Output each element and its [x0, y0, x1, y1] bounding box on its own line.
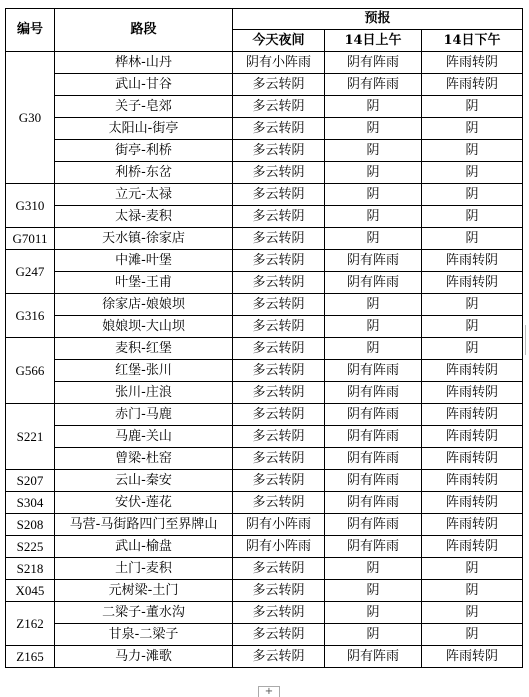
forecast-tonight-cell: 多云转阴: [233, 162, 325, 184]
forecast-14pm-cell: 阵雨转阴: [422, 74, 523, 96]
forecast-14am-cell: 阴: [325, 338, 422, 360]
forecast-tonight-cell: 多云转阴: [233, 382, 325, 404]
forecast-tonight-cell: 多云转阴: [233, 404, 325, 426]
road-section-cell: 马鹿-关山: [55, 426, 233, 448]
route-code-cell: Z162: [6, 602, 55, 646]
forecast-14am-cell: 阴: [325, 602, 422, 624]
route-code-cell: S207: [6, 470, 55, 492]
forecast-14pm-cell: 阵雨转阴: [422, 382, 523, 404]
forecast-14pm-cell: 阵雨转阴: [422, 514, 523, 536]
header-code: 编号: [6, 9, 55, 52]
road-section-cell: 元树梁-土门: [55, 580, 233, 602]
forecast-tonight-cell: 多云转阴: [233, 250, 325, 272]
forecast-tonight-cell: 多云转阴: [233, 272, 325, 294]
table-row: [6, 360, 523, 382]
road-section-cell: 甘泉-二梁子: [55, 624, 233, 646]
route-code-cell: S221: [6, 404, 55, 470]
road-section-cell: 立元-太禄: [55, 184, 233, 206]
forecast-14am-cell: 阴: [325, 184, 422, 206]
forecast-14pm-cell: 阴: [422, 294, 523, 316]
forecast-tonight-cell: 多云转阴: [233, 492, 325, 514]
forecast-tonight-cell: 多云转阴: [233, 624, 325, 646]
forecast-14am-cell: 阴有阵雨: [325, 536, 422, 558]
table-row: [6, 492, 523, 514]
road-section-cell: 太阳山-街亭: [55, 118, 233, 140]
route-code-cell: S208: [6, 514, 55, 536]
route-code-cell: Z165: [6, 646, 55, 668]
table-row: [6, 470, 523, 492]
forecast-tonight-cell: 多云转阴: [233, 118, 325, 140]
forecast-14am-cell: 阴有阵雨: [325, 448, 422, 470]
table-row: [6, 558, 523, 580]
forecast-tonight-cell: 多云转阴: [233, 140, 325, 162]
road-section-cell: 麦积-红堡: [55, 338, 233, 360]
forecast-14pm-cell: 阵雨转阴: [422, 448, 523, 470]
forecast-tonight-cell: 阴有小阵雨: [233, 514, 325, 536]
forecast-14am-cell: 阴有阵雨: [325, 360, 422, 382]
forecast-14pm-cell: 阴: [422, 206, 523, 228]
table-row: [6, 338, 523, 360]
header-period-14pm: 14日下午: [422, 30, 523, 52]
forecast-14am-cell: 阴有阵雨: [325, 272, 422, 294]
table-row: [6, 162, 523, 184]
table-row: [6, 514, 523, 536]
forecast-14am-cell: 阴: [325, 624, 422, 646]
road-section-cell: 徐家店-娘娘坝: [55, 294, 233, 316]
forecast-14am-cell: 阴有阵雨: [325, 426, 422, 448]
forecast-14am-cell: 阴: [325, 580, 422, 602]
road-section-cell: 天水镇-徐家店: [55, 228, 233, 250]
forecast-tonight-cell: 多云转阴: [233, 206, 325, 228]
forecast-tonight-cell: 阴有小阵雨: [233, 536, 325, 558]
table-row: [6, 118, 523, 140]
road-section-cell: 马力-滩歌: [55, 646, 233, 668]
forecast-14pm-cell: 阴: [422, 162, 523, 184]
route-code-cell: X045: [6, 580, 55, 602]
forecast-14am-cell: 阴有阵雨: [325, 492, 422, 514]
forecast-tonight-cell: 多云转阴: [233, 470, 325, 492]
header-period-14am: 14日上午: [325, 30, 422, 52]
table-row: [6, 404, 523, 426]
forecast-tonight-cell: 多云转阴: [233, 360, 325, 382]
road-section-cell: 中滩-叶堡: [55, 250, 233, 272]
forecast-14am-cell: 阴有阵雨: [325, 74, 422, 96]
forecast-tonight-cell: 多云转阴: [233, 602, 325, 624]
table-add-row-handle[interactable]: +: [258, 686, 280, 697]
forecast-14am-cell: 阴: [325, 558, 422, 580]
forecast-14am-cell: 阴: [325, 228, 422, 250]
table-row: [6, 96, 523, 118]
table-row: [6, 646, 523, 668]
forecast-tonight-cell: 多云转阴: [233, 294, 325, 316]
forecast-tonight-cell: 多云转阴: [233, 74, 325, 96]
table-row: [6, 206, 523, 228]
road-section-cell: 关子-皂郊: [55, 96, 233, 118]
forecast-14am-cell: 阴: [325, 162, 422, 184]
road-section-cell: 桦林-山丹: [55, 52, 233, 74]
forecast-14pm-cell: 阴: [422, 228, 523, 250]
road-section-cell: 曾梁-杜窑: [55, 448, 233, 470]
forecast-14pm-cell: 阴: [422, 338, 523, 360]
table-row: [6, 316, 523, 338]
forecast-14am-cell: 阴: [325, 118, 422, 140]
route-code-cell: G247: [6, 250, 55, 294]
forecast-14pm-cell: 阴: [422, 184, 523, 206]
road-section-cell: 武山-榆盘: [55, 536, 233, 558]
forecast-14am-cell: 阴: [325, 316, 422, 338]
forecast-14pm-cell: 阵雨转阴: [422, 492, 523, 514]
forecast-document: [5, 8, 523, 668]
header-forecast: 预报: [233, 9, 523, 30]
forecast-14pm-cell: 阴: [422, 624, 523, 646]
forecast-tonight-cell: 多云转阴: [233, 646, 325, 668]
forecast-14am-cell: 阴有阵雨: [325, 52, 422, 74]
forecast-14pm-cell: 阴: [422, 118, 523, 140]
forecast-14am-cell: 阴: [325, 96, 422, 118]
forecast-14pm-cell: 阵雨转阴: [422, 426, 523, 448]
forecast-14am-cell: 阴: [325, 206, 422, 228]
route-code-cell: S218: [6, 558, 55, 580]
road-section-cell: 马营-马街路四门至界牌山: [55, 514, 233, 536]
road-section-cell: 土门-麦积: [55, 558, 233, 580]
table-row: [6, 272, 523, 294]
forecast-tonight-cell: 多云转阴: [233, 184, 325, 206]
forecast-tonight-cell: 多云转阴: [233, 580, 325, 602]
road-section-cell: 利桥-东岔: [55, 162, 233, 184]
table-row: [6, 426, 523, 448]
route-code-cell: S225: [6, 536, 55, 558]
forecast-14pm-cell: 阴: [422, 602, 523, 624]
forecast-tonight-cell: 多云转阴: [233, 426, 325, 448]
forecast-tonight-cell: 多云转阴: [233, 338, 325, 360]
forecast-14am-cell: 阴有阵雨: [325, 382, 422, 404]
forecast-14pm-cell: 阵雨转阴: [422, 404, 523, 426]
forecast-tonight-cell: 阴有小阵雨: [233, 52, 325, 74]
table-row: [6, 382, 523, 404]
forecast-14am-cell: 阴: [325, 140, 422, 162]
route-code-cell: G7011: [6, 228, 55, 250]
forecast-tonight-cell: 多云转阴: [233, 448, 325, 470]
forecast-14pm-cell: 阵雨转阴: [422, 272, 523, 294]
route-code-cell: G30: [6, 52, 55, 184]
forecast-14am-cell: 阴有阵雨: [325, 250, 422, 272]
forecast-14pm-cell: 阵雨转阴: [422, 536, 523, 558]
road-section-cell: 叶堡-王甫: [55, 272, 233, 294]
forecast-table-body: [6, 52, 523, 668]
route-code-cell: G316: [6, 294, 55, 338]
road-section-cell: 红堡-张川: [55, 360, 233, 382]
page-edge-marker: [525, 325, 529, 355]
road-section-cell: 二梁子-董水沟: [55, 602, 233, 624]
forecast-14pm-cell: 阴: [422, 558, 523, 580]
table-row: [6, 250, 523, 272]
forecast-14pm-cell: 阵雨转阴: [422, 250, 523, 272]
header-road: 路段: [55, 9, 233, 52]
header-period-tonight: 今天夜间: [233, 30, 325, 52]
forecast-14am-cell: 阴有阵雨: [325, 646, 422, 668]
table-row: [6, 294, 523, 316]
table-row: [6, 228, 523, 250]
road-section-cell: 武山-甘谷: [55, 74, 233, 96]
forecast-14pm-cell: 阴: [422, 580, 523, 602]
forecast-14am-cell: 阴有阵雨: [325, 470, 422, 492]
forecast-14pm-cell: 阴: [422, 316, 523, 338]
forecast-14pm-cell: 阵雨转阴: [422, 646, 523, 668]
table-row: [6, 624, 523, 646]
road-section-cell: 街亭-利桥: [55, 140, 233, 162]
route-code-cell: G566: [6, 338, 55, 404]
forecast-14pm-cell: 阵雨转阴: [422, 52, 523, 74]
road-section-cell: 太禄-麦积: [55, 206, 233, 228]
table-row: [6, 140, 523, 162]
forecast-tonight-cell: 多云转阴: [233, 228, 325, 250]
forecast-tonight-cell: 多云转阴: [233, 96, 325, 118]
forecast-tonight-cell: 多云转阴: [233, 558, 325, 580]
table-row: [6, 536, 523, 558]
road-section-cell: 娘娘坝-大山坝: [55, 316, 233, 338]
road-section-cell: 云山-秦安: [55, 470, 233, 492]
road-section-cell: 张川-庄浪: [55, 382, 233, 404]
table-row: [6, 602, 523, 624]
table-row: [6, 184, 523, 206]
road-section-cell: 赤门-马鹿: [55, 404, 233, 426]
road-section-cell: 安伏-莲花: [55, 492, 233, 514]
table-row: [6, 52, 523, 74]
forecast-14pm-cell: 阵雨转阴: [422, 470, 523, 492]
forecast-table: [5, 8, 523, 668]
table-row: [6, 580, 523, 602]
forecast-14am-cell: 阴: [325, 294, 422, 316]
route-code-cell: G310: [6, 184, 55, 228]
forecast-14pm-cell: 阵雨转阴: [422, 360, 523, 382]
forecast-tonight-cell: 多云转阴: [233, 316, 325, 338]
forecast-14pm-cell: 阴: [422, 140, 523, 162]
route-code-cell: S304: [6, 492, 55, 514]
table-row: [6, 448, 523, 470]
forecast-14am-cell: 阴有阵雨: [325, 514, 422, 536]
forecast-14am-cell: 阴有阵雨: [325, 404, 422, 426]
forecast-14pm-cell: 阴: [422, 96, 523, 118]
table-row: [6, 74, 523, 96]
